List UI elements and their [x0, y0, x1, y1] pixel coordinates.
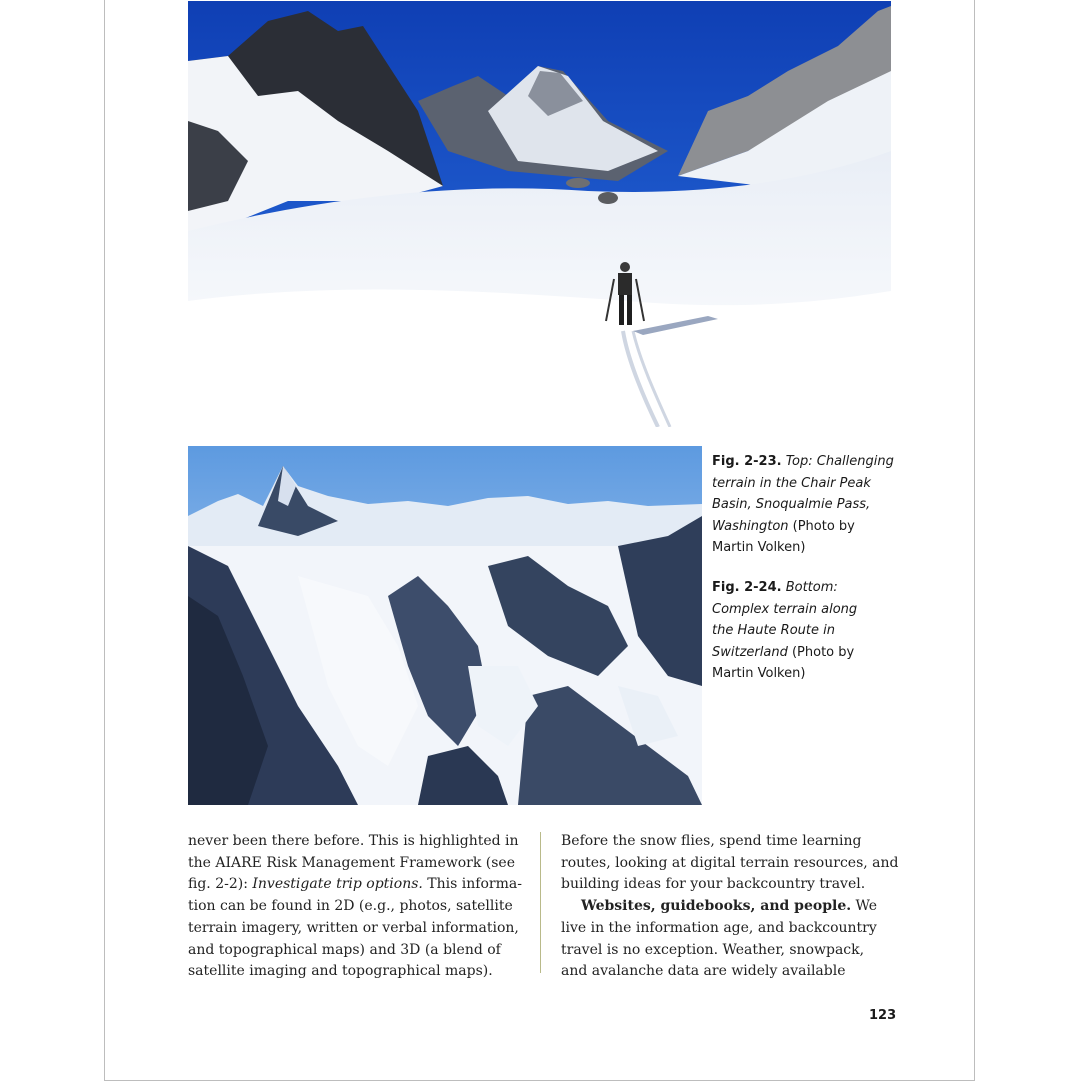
figure-label: Fig. 2-23. [712, 454, 782, 469]
caption-text: Complex terrain along [712, 601, 858, 617]
body-line: never been there before. This is highlighted in [188, 833, 519, 849]
body-column-right [561, 831, 899, 983]
body-line: satellite imaging and topographical maps). [188, 963, 493, 980]
body-line: live in the information age, and backcountry [561, 919, 877, 936]
body-line: terrain imagery, written or verbal information, [188, 919, 519, 936]
caption-text: Switzerland [712, 644, 788, 660]
photo-top-illustration [188, 1, 891, 427]
body-line: routes, looking at digital terrain resources, and [561, 854, 899, 871]
photo-credit: Martin Volken) [712, 666, 806, 682]
body-line: the AIARE Risk Management Framework (see [188, 854, 515, 871]
figure-caption-2-24 [712, 577, 897, 685]
body-italic-text: Investigate trip options. [252, 876, 423, 893]
body-line: building ideas for your backcountry travel. [561, 876, 866, 893]
column-divider [540, 832, 541, 973]
figure-label: Fig. 2-24. [712, 580, 782, 595]
body-text: fig. 2-2): [188, 876, 253, 893]
body-line: and topographical maps) and 3D (a blend of [188, 941, 501, 958]
page-number: 123 [869, 1008, 897, 1023]
photo-chair-peak-basin [188, 1, 891, 427]
caption-text: Basin, Snoqualmie Pass, [712, 497, 871, 513]
photo-credit: Martin Volken) [712, 540, 806, 556]
section-run-in-heading: Websites, guidebooks, and people. [581, 898, 852, 915]
photo-bottom-illustration [188, 446, 702, 805]
figure-caption-2-23 [712, 451, 897, 559]
photo-haute-route [188, 446, 702, 805]
photo-credit: (Photo by [787, 644, 855, 660]
body-line: travel is no exception. Weather, snowpack, [561, 941, 865, 958]
body-line: and avalanche data are widely available [561, 963, 846, 980]
body-column-left [188, 831, 522, 983]
caption-text: terrain in the Chair Peak [712, 475, 871, 491]
body-line: Before the snow flies, spend time learning [561, 833, 862, 849]
photo-credit: (Photo by [788, 518, 855, 534]
body-text: This informa- [422, 876, 522, 893]
caption-text: Top: Challenging [781, 454, 894, 469]
body-line: tion can be found in 2D (e.g., photos, satellite [188, 898, 513, 915]
caption-text: Bottom: [781, 580, 838, 595]
caption-text: Washington [712, 518, 789, 534]
caption-text: the Haute Route in [712, 623, 835, 639]
body-text: We [851, 898, 878, 915]
